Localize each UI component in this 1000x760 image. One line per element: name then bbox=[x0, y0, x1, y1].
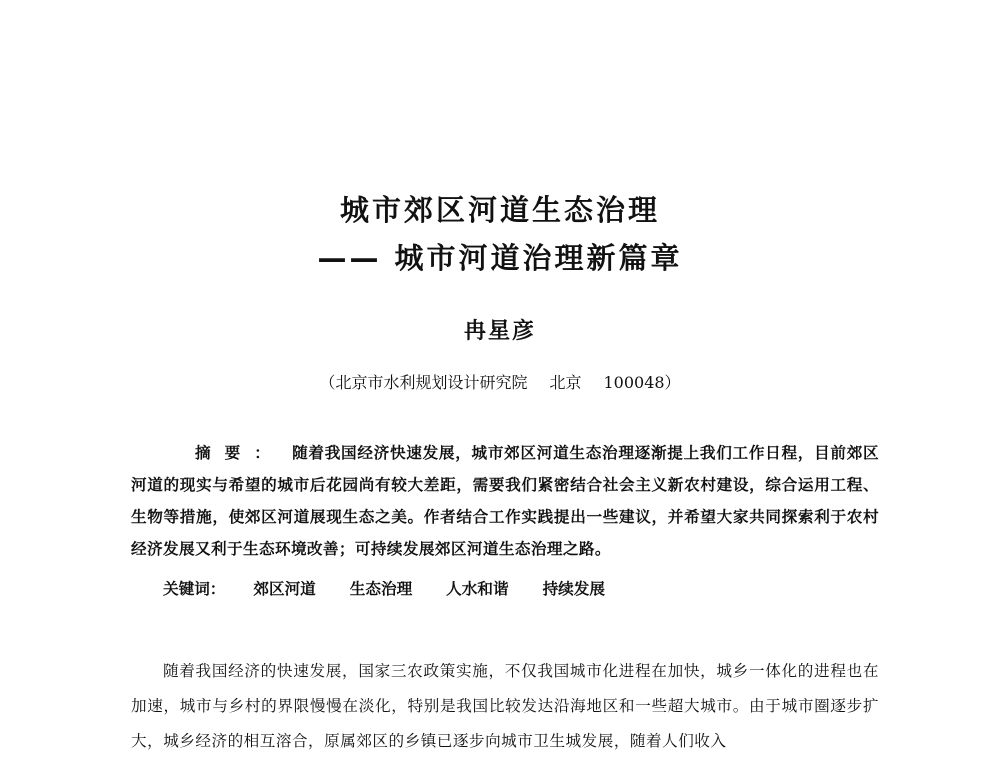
affiliation-postcode: 100048 bbox=[603, 373, 665, 392]
abstract bbox=[131, 437, 879, 565]
keyword-item: 持续发展 bbox=[542, 579, 605, 598]
affiliation-close-paren: ） bbox=[664, 373, 681, 392]
keyword-item: 人水和谐 bbox=[446, 579, 509, 598]
keywords bbox=[163, 575, 639, 603]
affiliation-open-paren: （ bbox=[319, 373, 336, 392]
affiliation-institution: 北京市水利规划设计研究院 bbox=[335, 373, 528, 392]
affiliation-city: 北京 bbox=[549, 373, 582, 392]
abstract-text: 随着我国经济快速发展，城市郊区河道生态治理逐渐提上我们工作日程，目前郊区河道的现实与希望的城市后花园尚有较大差距，需要我们紧密结合社会主义新农村建设，综合运用工程、生物等措施，使郊区河道展现生态之美。作者结合工作实践提出一些建议，并希望大家共同探索利于农村经济发展又利于生态环境改善；可持续发展郊区河道生态治理之路。 bbox=[131, 443, 879, 558]
keywords-label: 关键词： bbox=[163, 579, 226, 598]
paper-subtitle: —— 城市河道治理新篇章 bbox=[317, 241, 683, 275]
author-affiliation bbox=[0, 371, 1000, 395]
author-name: 冉星彦 bbox=[463, 318, 536, 344]
keyword-item: 郊区河道 bbox=[253, 579, 316, 598]
abstract-label: 摘要： bbox=[195, 443, 284, 462]
body-paragraph: 随着我国经济的快速发展，国家三农政策实施，不仅我国城市化进程在加快，城乡一体化的进程也在加速，城市与乡村的界限慢慢在淡化，特别是我国比较发达沿海地区和一些超大城市。由于城市圈逐步扩大，城乡经济的相互溶合，原属郊区的乡镇已逐步向城市卫生城发展，随着人们收入 bbox=[131, 662, 879, 750]
keyword-item: 生态治理 bbox=[349, 579, 413, 598]
paper-title: 城市郊区河道生态治理 bbox=[339, 193, 660, 227]
